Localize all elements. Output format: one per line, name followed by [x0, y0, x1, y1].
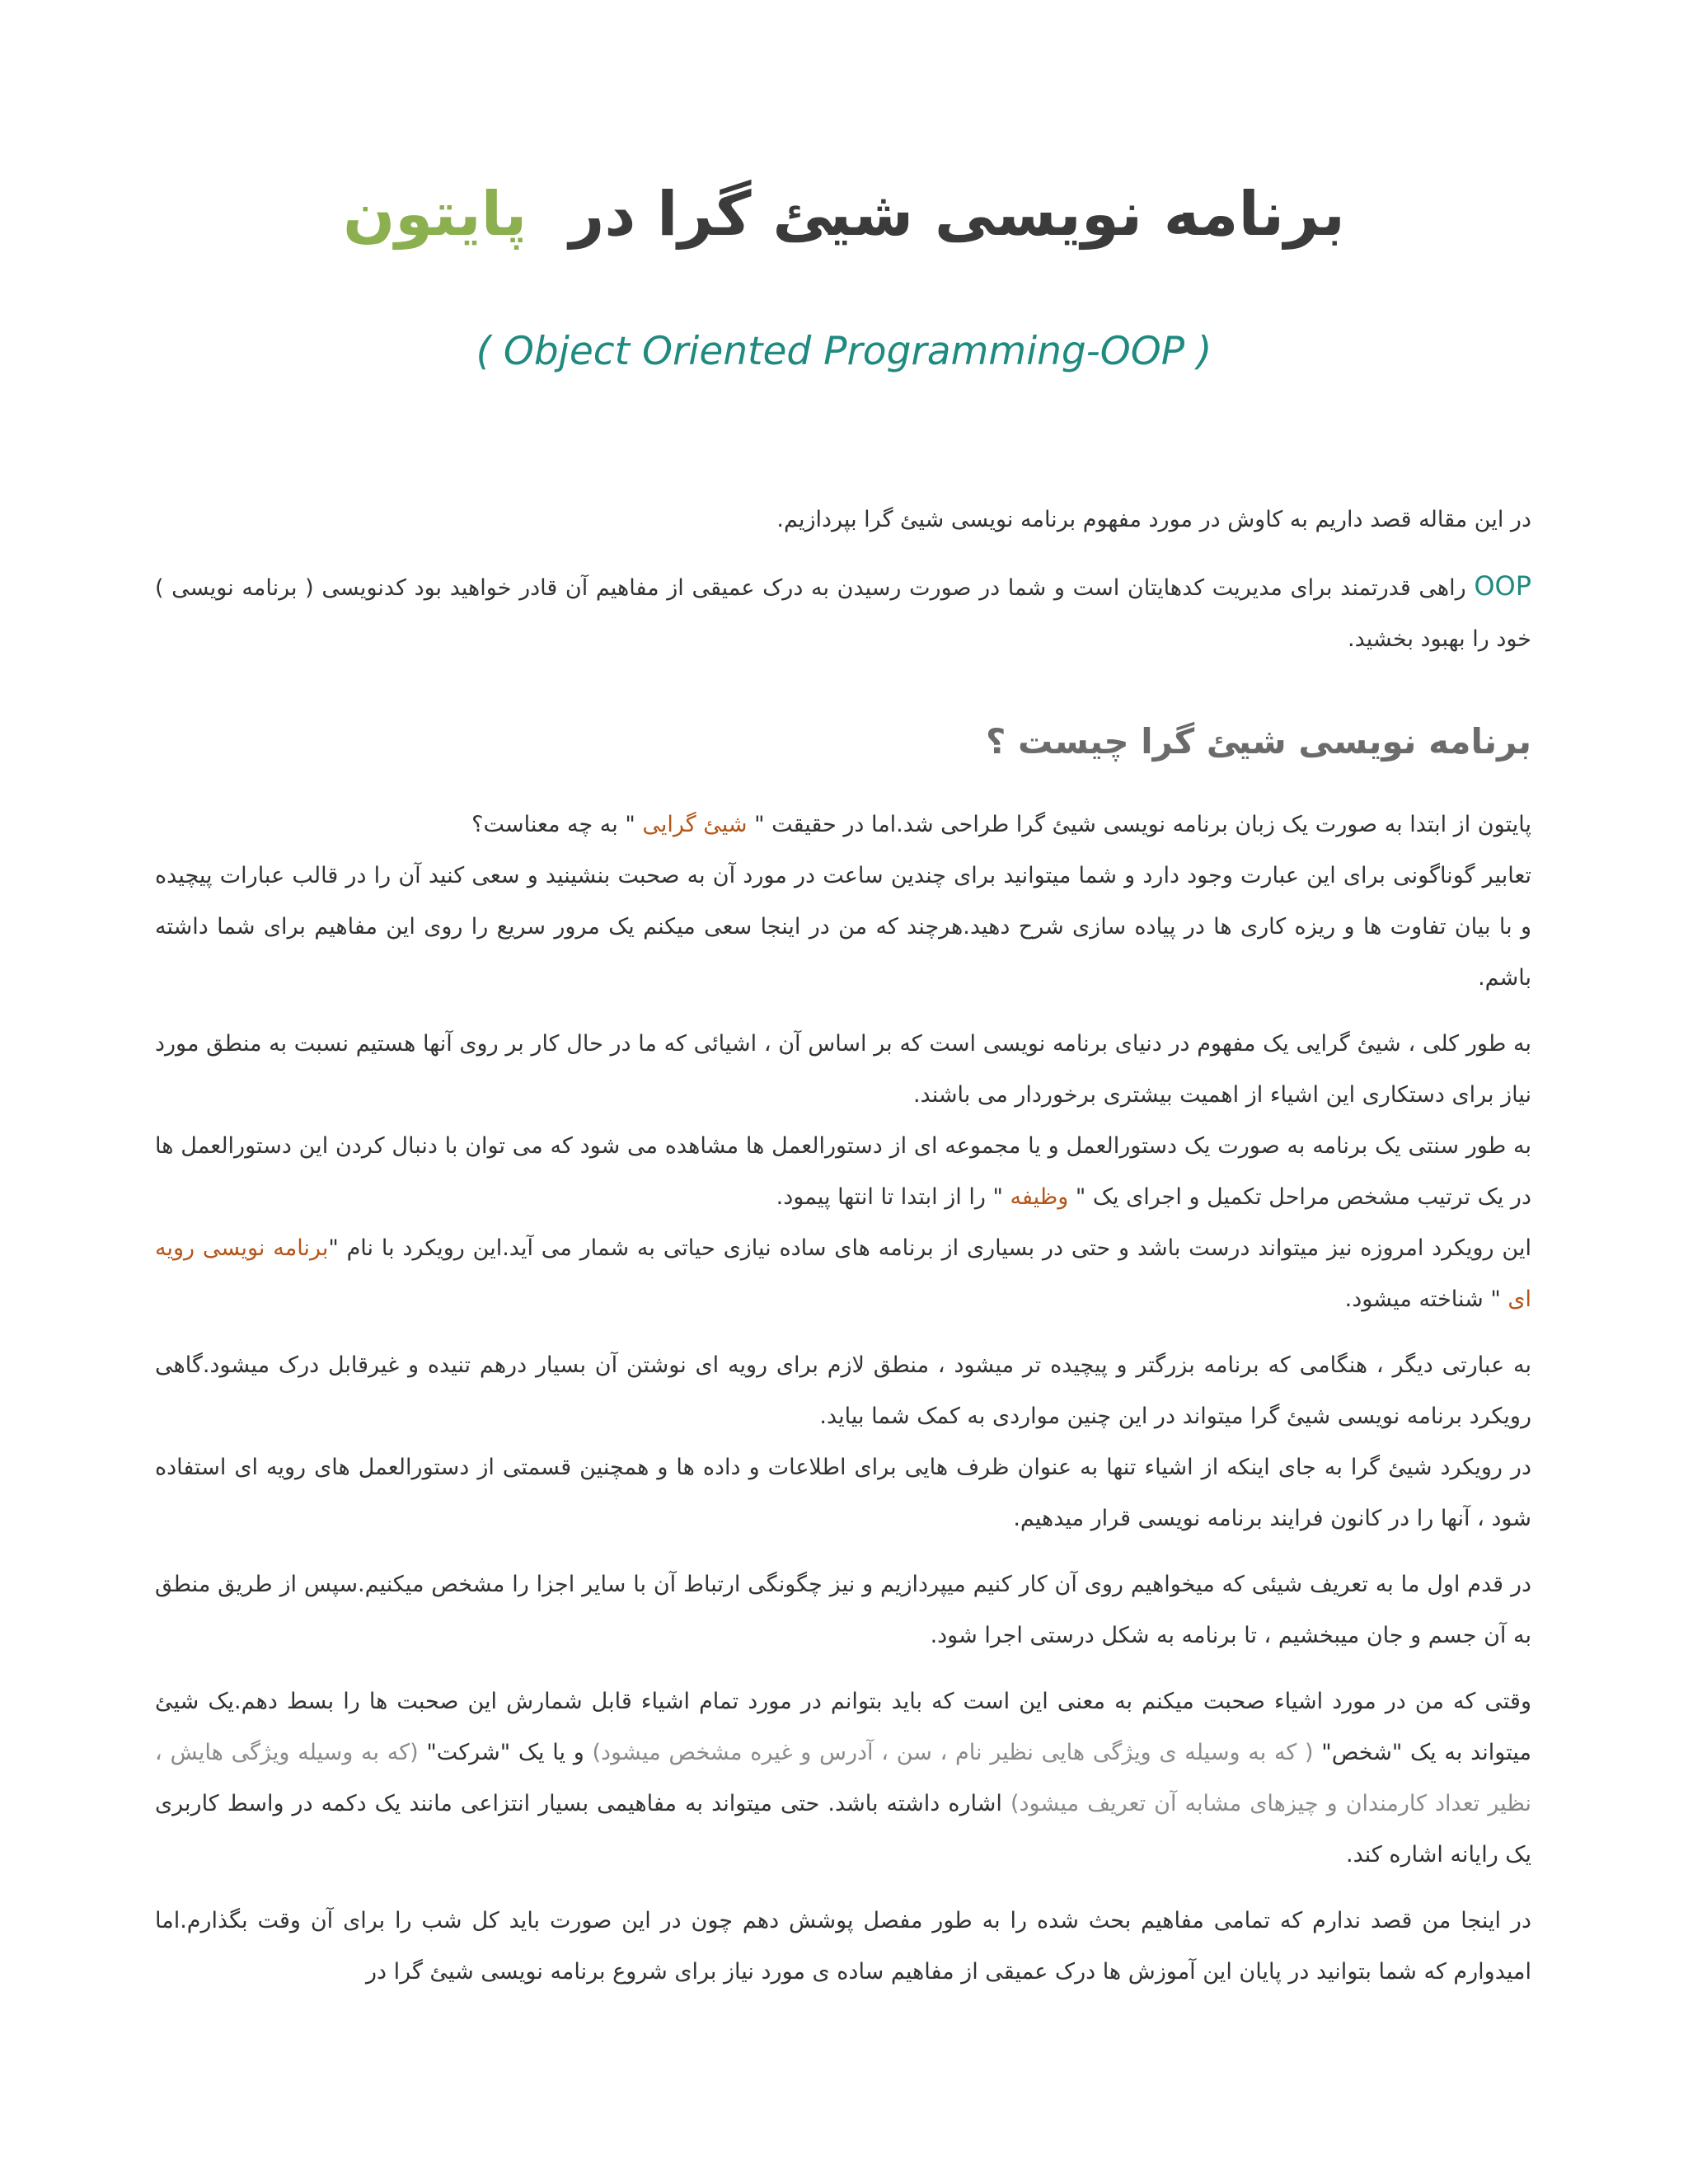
- paragraph-d: در قدم اول ما به تعریف شیئی که میخواهیم روی آن کار کنیم میپردازیم و نیز چگونگی ارتباط آن با سایر اجزا را مشخص میکنیم.سپس از طریق منطق به آن جسم و جان میبخشیم ، تا برنامه به شکل درستی اجرا شود.: [155, 1572, 1531, 1648]
- paragraph-c: [155, 1340, 1531, 1544]
- paragraph-b-text-2: به طور سنتی یک برنامه به صورت یک دستورالعمل و یا مجموعه ای از دستورالعمل ها مشاهده می شود که می توان با دنبال کردن این دستورالعمل ها در یک ترتیب مشخص مراحل تکمیل و اجرای یک ": [155, 1133, 1531, 1210]
- section-heading: برنامه نویسی شیئ گرا چیست ؟: [986, 721, 1531, 762]
- page-subtitle: ( Object Oriented Programming-OOP ): [476, 329, 1212, 374]
- title-accent-python: پایتون: [343, 179, 528, 250]
- paragraph-b-text-3: " را از ابتدا تا انتها پیمود.: [776, 1184, 1010, 1210]
- paragraph-b-text-5: " شناخته میشود.: [1344, 1286, 1508, 1312]
- paragraph-e-text-1: وقتی که من در مورد اشیاء صحبت میکنم به معنی این است که باید بتوانم در مورد تمام اشیاء قابل شمارش این صحبت ها را بسط دهم.یک شیئ میتواند به یک "شخص": [155, 1689, 1531, 1765]
- main-section: [155, 799, 1531, 2013]
- paragraph-c-text-1: به عبارتی دیگر ، هنگامی که برنامه بزرگتر و پیچیده تر میشود ، منطق لازم برای رویه ای نوشتن آن بسیار درهم تنیده و غیرقابل درک میشود.گاهی رویکرد برنامه نویسی شیئ گرا میتواند در این چنین مواردی به کمک شما بیاید.: [155, 1352, 1531, 1429]
- note-company: (که به وسیله ویژگی هایش ، نظیر تعداد کارمندان و چیزهای مشابه آن تعریف میشود): [155, 1740, 1531, 1816]
- oop-term: OOP: [1474, 570, 1531, 602]
- paragraph-a: [155, 799, 1531, 1004]
- paragraph-b-text-1: به طور کلی ، شیئ گرایی یک مفهوم در دنیای برنامه نویسی است که بر اساس آن ، اشیائی که ما در حال کار بر روی آنها هستیم نسبت به منطق مورد نیاز برای دستکاری این اشیاء از اهمیت بیشتری برخوردار می باشند.: [155, 1031, 1531, 1108]
- highlight-task: وظیفه: [1010, 1184, 1069, 1210]
- paragraph-b-text-4: این رویکرد امروزه نیز میتواند درست باشد و حتی در بسیاری از برنامه های ساده نیازی حیاتی به شمار می آید.این رویکرد با نام ": [328, 1235, 1531, 1261]
- intro-section: [155, 494, 1531, 680]
- paragraph-a-text-3: تعابیر گوناگونی برای این عبارت وجود دارد و شما میتوانید برای چندین ساعت در مورد آن به صحبت بنشینید و سعی کنید آن را در قالب عبارات پیچیده و با بیان تفاوت ها و ریزه کاری ها در پیاده سازی شرح دهید.هرچند که من در اینجا سعی میکنم یک مرور سریع را روی این مفاهیم برای شما داشته باشم.: [155, 863, 1531, 991]
- paragraph-a-text-2: " به چه معناست؟: [471, 812, 643, 837]
- paragraph-e-text-3: اشاره داشته باشد. حتی میتواند به مفاهیمی بسیار انتزاعی مانند یک دکمه در واسط کاربری یک رایانه اشاره کند.: [155, 1791, 1531, 1868]
- highlight-procedural-programming: برنامه نویسی رویه ای: [155, 1235, 1531, 1312]
- paragraph-c-text-2: در رویکرد شیئ گرا به جای اینکه از اشیاء تنها به عنوان ظرف هایی برای اطلاعات و داده ها و همچنین قسمتی از دستورالعمل های رویه ای استفاده شود ، آنها را در کانون فرایند برنامه نویسی قرار میدهیم.: [155, 1455, 1531, 1531]
- intro-paragraph-1: در این مقاله قصد داریم به کاوش در مورد مفهوم برنامه نویسی شیئ گرا بپردازیم.: [776, 507, 1531, 532]
- paragraph-e: [155, 1676, 1531, 1881]
- paragraph-f: در اینجا من قصد ندارم که تمامی مفاهیم بحث شده را به طور مفصل پوشش دهم چون در این صورت باید کل شب را برای آن وقت بگذارم.اما امیدوارم که شما بتوانید در پایان این آموزش ها درک عمیقی از مفاهیم ساده ی مورد نیاز برای شروع برنامه نویسی شیئ گرا در: [155, 1908, 1531, 1985]
- highlight-object-orientation: شیئ گرایی: [642, 812, 748, 837]
- page-title: [0, 169, 1688, 260]
- title-main: برنامه نویسی شیئ گرا در: [569, 179, 1345, 250]
- intro-paragraph-2-text: راهی قدرتمند برای مدیریت کدهایتان است و شما در صورت رسیدن به درک عمیقی از مفاهیم آن قادر خواهید بود کدنویسی ( برنامه نویسی ) خود را بهبود بخشید.: [155, 575, 1531, 652]
- note-person: ( که به وسیله ی ویژگی هایی نظیر نام ، سن ، آدرس و غیره مشخص میشود): [592, 1740, 1314, 1765]
- paragraph-b: [155, 1019, 1531, 1325]
- paragraph-e-text-2: و یا یک "شرکت": [418, 1740, 593, 1765]
- paragraph-a-text-1: پایتون از ابتدا به صورت یک زبان برنامه نویسی شیئ گرا طراحی شد.اما در حقیقت ": [747, 812, 1531, 837]
- intro-paragraph-2: [155, 560, 1531, 665]
